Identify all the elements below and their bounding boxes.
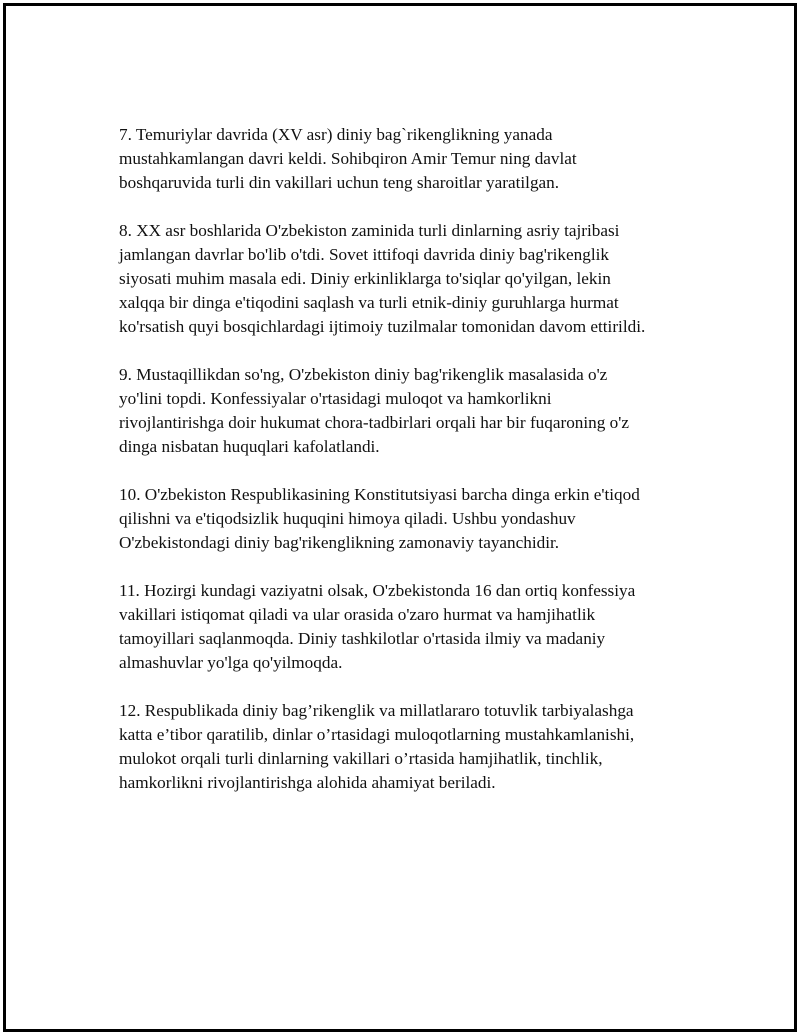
paragraph-9 (119, 363, 719, 459)
text-line: mustahkamlangan davri keldi. Sohibqiron Amir Temur ning davlat (119, 149, 577, 168)
paragraph-11 (119, 579, 719, 675)
text-line: ko'rsatish quyi bosqichlardagi ijtimoiy tuzilmalar tomonidan davom ettirildi. (119, 317, 646, 336)
text-line: yo'lini topdi. Konfessiyalar o'rtasidagi muloqot va hamkorlikni (119, 389, 552, 408)
text-line: dinga nisbatan huquqlari kafolatlandi. (119, 437, 380, 456)
text-line: rivojlantirishga doir hukumat chora-tadbirlari orqali har bir fuqaroning o'z (119, 413, 629, 432)
text-line: 10. O'zbekiston Respublikasining Konstitutsiyasi barcha dinga erkin e'tiqod (119, 485, 640, 504)
text-line: katta e’tibor qaratilib, dinlar o’rtasidagi muloqotlarning mustahkamlanishi, (119, 725, 635, 744)
text-line: siyosati muhim masala edi. Diniy erkinliklarga to'siqlar qo'yilgan, lekin (119, 269, 611, 288)
text-line: boshqaruvida turli din vakillari uchun teng sharoitlar yaratilgan. (119, 173, 560, 192)
text-line: hamkorlikni rivojlantirishga alohida ahamiyat beriladi. (119, 773, 496, 792)
paragraph-10 (119, 483, 719, 555)
text-line: jamlangan davrlar bo'lib o'tdi. Sovet ittifoqi davrida diniy bag'rikenglik (119, 245, 609, 264)
text-line: 9. Mustaqillikdan so'ng, O'zbekiston diniy bag'rikenglik masalasida o'z (119, 365, 608, 384)
text-line: O'zbekistondagi diniy bag'rikenglikning zamonaviy tayanchidir. (119, 533, 560, 552)
paragraph-7 (119, 123, 719, 195)
text-line: 11. Hozirgi kundagi vaziyatni olsak, O'zbekistonda 16 dan ortiq konfessiya (119, 581, 636, 600)
text-line: qilishni va e'tiqodsizlik huquqini himoya qiladi. Ushbu yondashuv (119, 509, 576, 528)
text-line: 7. Temuriylar davrida (XV asr) diniy bag`rikenglikning yanada (119, 125, 553, 144)
text-line: 12. Respublikada diniy bag’rikenglik va millatlararo totuvlik tarbiyalashga (119, 701, 634, 720)
text-line: xalqqa bir dinga e'tiqodini saqlash va turli etnik-diniy guruhlarga hurmat (119, 293, 619, 312)
page-frame (3, 3, 797, 1032)
text-line: mulokot orqali turli dinlarning vakillari o’rtasida hamjihatlik, tinchlik, (119, 749, 603, 768)
paragraph-8 (119, 219, 719, 339)
text-line: 8. XX asr boshlarida O'zbekiston zaminida turli dinlarning asriy tajribasi (119, 221, 620, 240)
paragraph-12 (119, 699, 719, 795)
text-line: vakillari istiqomat qiladi va ular orasida o'zaro hurmat va hamjihatlik (119, 605, 596, 624)
document-body (119, 123, 719, 819)
text-line: almashuvlar yo'lga qo'yilmoqda. (119, 653, 343, 672)
text-line: tamoyillari saqlanmoqda. Diniy tashkilotlar o'rtasida ilmiy va madaniy (119, 629, 606, 648)
